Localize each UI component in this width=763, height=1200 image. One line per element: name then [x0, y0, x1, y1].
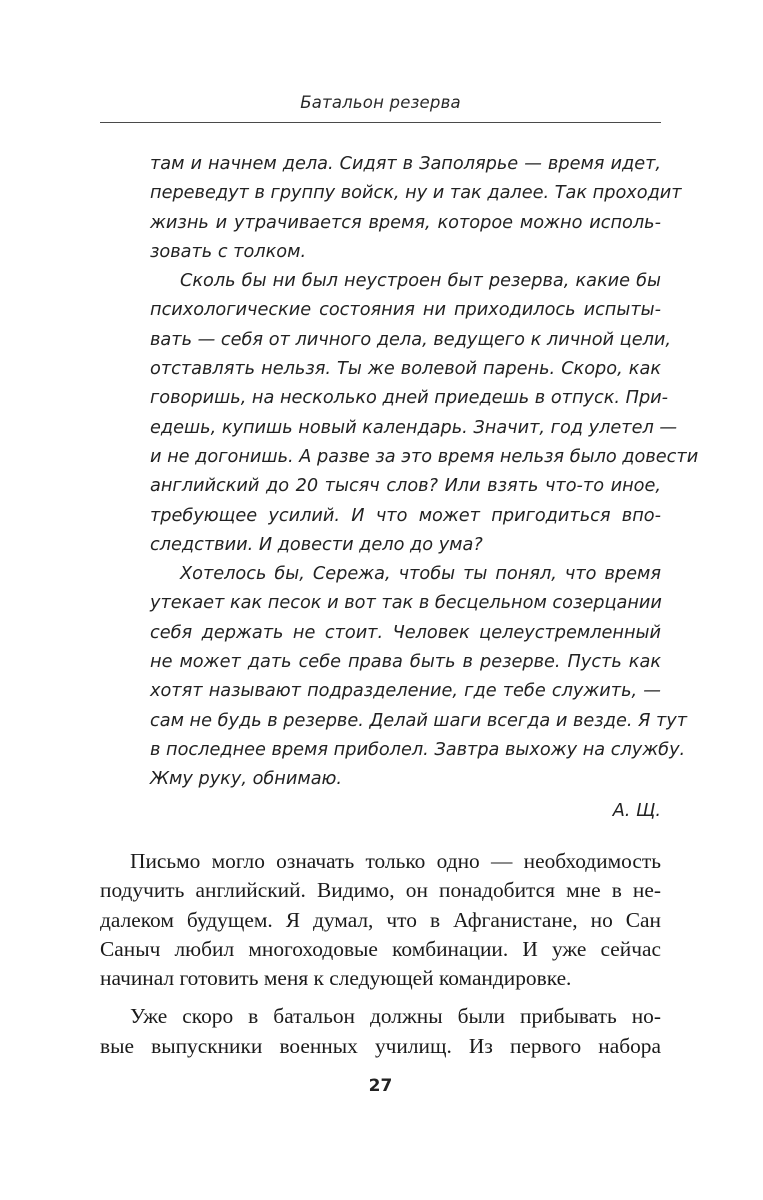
text-line: Письмо могло означать только одно — необходимость [130, 849, 661, 873]
text-line: подучить английский. Видимо, он понадобится мне в не- [100, 878, 661, 903]
text-line: требующее усилий. И что может пригодиться впо- [150, 505, 661, 526]
text-line: Саныч любил многоходовые комбинации. И уже сейчас [100, 936, 661, 961]
text-line: психологические состояния ни приходилось испыты- [150, 300, 661, 321]
text-line: в последнее время приболел. Завтра выхожу на службу. [150, 739, 686, 760]
letter-text [150, 150, 699, 795]
text-line: вать — себя от личного дела, ведущего к личной цели, [150, 329, 672, 350]
text-line: вые выпускники военных училищ. Из первого набора [100, 1033, 661, 1058]
narrative-text [100, 847, 661, 1061]
text-line: сам не будь в резерве. Делай шаги всегда и везде. Я тут [150, 710, 688, 731]
text-line: едешь, купишь новый календарь. Значит, год улетел — [150, 417, 678, 438]
text-line: утекает как песок и вот так в бесцельном созерцании [150, 593, 662, 614]
text-line: зовать с толком. [150, 241, 307, 262]
header-rule [100, 122, 661, 123]
text-line: там и начнем дела. Сидят в Заполярье — время идет, [150, 154, 661, 174]
text-line: жизнь и утрачивается время, которое можно исполь- [150, 212, 661, 233]
text-line: и не догонишь. А разве за это время нельзя было довести [150, 446, 699, 467]
text-line: Уже скоро в батальон должны были прибывать но- [130, 1004, 661, 1029]
page-number: 27 [368, 1076, 393, 1096]
text-line: говоришь, на несколько дней приедешь в отпуск. При- [150, 388, 669, 409]
text-line: английский до 20 тысяч слов? Или взять что-то иное, [150, 476, 661, 497]
running-header: Батальон резерва [300, 93, 461, 112]
text-line: отставлять нельзя. Ты же волевой парень. Скоро, как [150, 359, 661, 380]
letter-paragraph [150, 560, 688, 794]
text-line: начинал готовить меня к следующей командировке. [100, 966, 572, 991]
text-line: Жму руку, обнимаю. [150, 769, 343, 790]
text-line: Хотелось бы, Сережа, чтобы ты понял, что время [180, 564, 661, 585]
letter-paragraph [150, 150, 682, 267]
text-line: далеком будущем. Я думал, что в Афганистане, но Сан [100, 907, 661, 932]
narrative-paragraph [100, 847, 661, 993]
text-line: переведут в группу войск, ну и так далее. Так проходит [150, 183, 682, 204]
text-line: не может дать себе права быть в резерве. Пусть как [150, 652, 661, 673]
text-line: хотят называют подразделение, где тебе служить, — [150, 681, 661, 702]
text-line: следствии. И довести дело до ума? [150, 534, 483, 555]
text-line: Сколь бы ни был неустроен быт резерва, какие бы [180, 271, 661, 292]
text-line: себя держать не стоит. Человек целеустремленный [150, 622, 661, 643]
letter-signature: А. Щ. [612, 801, 661, 821]
narrative-paragraph [100, 1002, 661, 1061]
letter-paragraph [150, 267, 699, 560]
